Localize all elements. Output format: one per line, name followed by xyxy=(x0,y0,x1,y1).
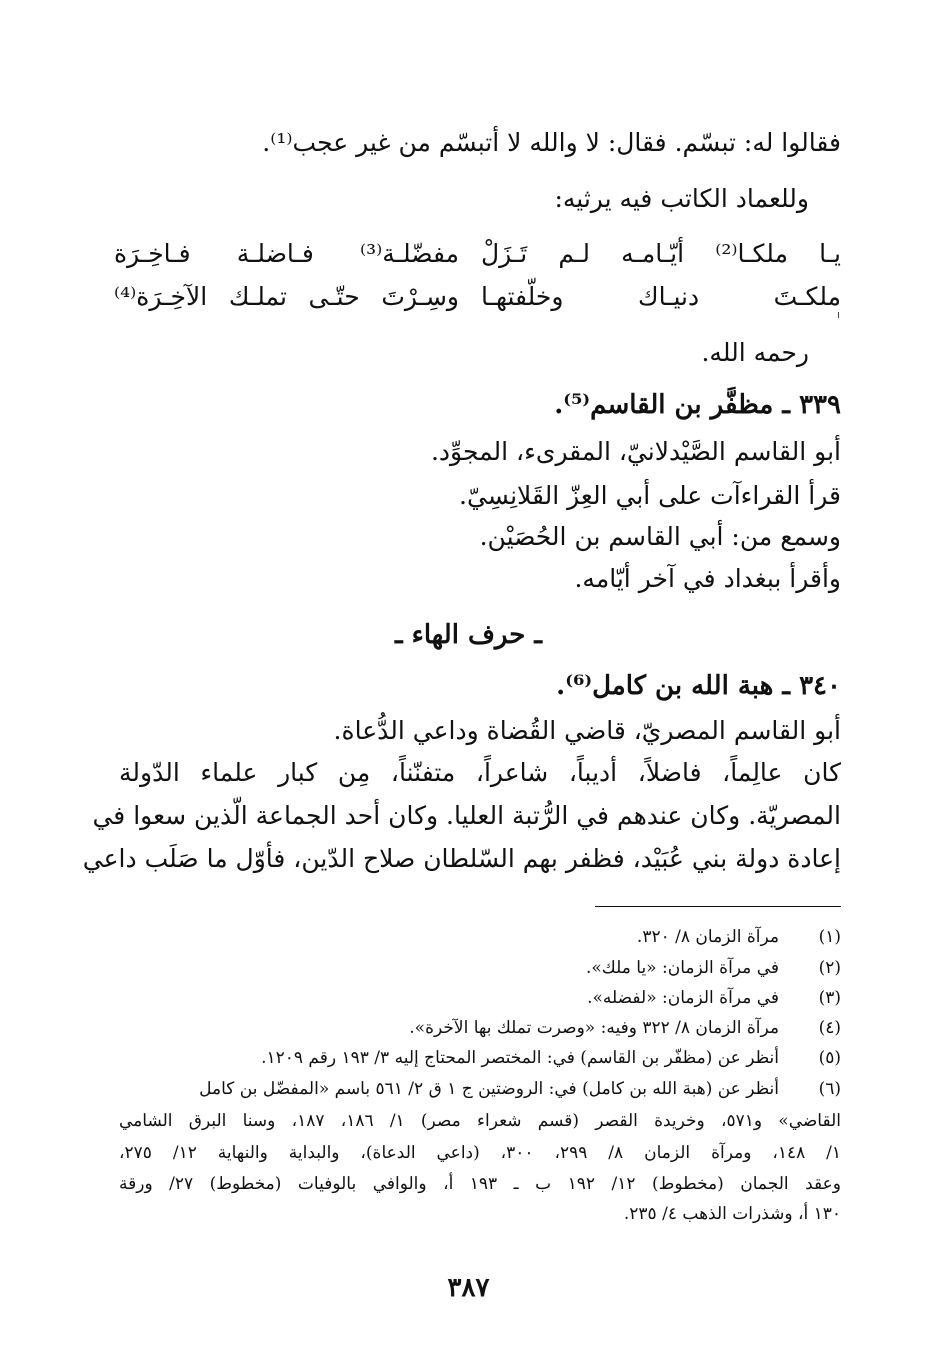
verse-hemistich: يـا ملكـا⁽²⁾ أيّـامـه لـم تَـزَلْ xyxy=(481,239,842,268)
footnote-number: (١) xyxy=(818,927,841,947)
text-line: وأقرأ ببغداد في آخر أيّامه. xyxy=(574,564,841,593)
verse-hemistich: وسِـرْتَ حتّـى تملـك الآخِـرَة⁽⁴⁾ xyxy=(114,282,459,311)
text-line: قرأ القراءآت على أبي العِزّ القَلانِسِيّ. xyxy=(459,481,841,510)
footnote-number: (٥) xyxy=(818,1048,841,1068)
paragraph-line-text: كان عالِماً، فاضلاً، أديباً، شاعراً، متفنّناً، مِن كبار علماء الدّولة xyxy=(119,758,841,787)
footnote-continuation: ١٣٠ أ، وشذرات الذهب ٤/ ٢٣٥. xyxy=(623,1204,841,1224)
text-line: أبو القاسم المصريّ، قاضي القُضاة وداعي الدُّعاة. xyxy=(333,716,841,745)
footnote-separator xyxy=(595,906,841,907)
paragraph-line xyxy=(92,800,841,832)
footnote-text: في مرآة الزمان: «لفضله». xyxy=(587,988,779,1008)
footnote-number: (٦) xyxy=(818,1079,841,1099)
paragraph-line-text: المصريّة. وكان عندهم في الرُّتبة العليا. وكان أحد الجماعة الّذين سعوا في xyxy=(92,801,841,830)
margin-mark xyxy=(838,312,839,318)
footnote-continuation: وعقد الجمان (مخطوط) ١٢/ ١٩٢ ب ـ ١٩٣ أ، والوافي بالوفيات (مخطوط) ٢٧/ ورقة xyxy=(119,1174,841,1194)
text-line: وللعماد الكاتب فيه يرثيه: xyxy=(554,184,809,213)
text-line: أبو القاسم الصَّيْدلانيّ، المقرىء، المجوِّد. xyxy=(430,437,841,466)
footnote-number: (٢) xyxy=(818,958,841,978)
footnote-number: (٣) xyxy=(818,988,841,1008)
entry-title: ٣٤٠ ـ هبة الله بن كامل⁽⁶⁾. xyxy=(556,671,841,701)
text-line: رحمه الله. xyxy=(701,338,809,367)
text-line: وسمع من: أبي القاسم بن الحُصَيْن. xyxy=(479,522,841,551)
paragraph-line-text: إعادة دولة بني عُبَيْد، فظفر بهم السّلطان صلاح الدّين، فأوّل ما صَلَب داعي xyxy=(82,844,841,873)
section-heading: ـ حرف الهاء ـ xyxy=(394,620,543,650)
entry-title: ٣٣٩ ـ مظفَّر بن القاسم⁽⁵⁾. xyxy=(554,390,841,420)
footnote-text: مرآة الزمان ٨/ ٣٢٢ وفيه: «وصرت تملك بها الآخرة». xyxy=(409,1018,779,1038)
verse-hemistich: مفضّلـة⁽³⁾ فـاضلـة فـاخِـرَة xyxy=(114,239,459,268)
footnote-number: (٤) xyxy=(818,1018,841,1038)
footnote-continuation: القاضي» و٥٧١، وخريدة القصر (قسم شعراء مصر) ١/ ١٨٦، ١٨٧، وسنا البرق الشامي xyxy=(119,1111,841,1131)
page-number: ٣٨٧ xyxy=(447,1273,490,1303)
footnote-text: أنظر عن (مظفّر بن القاسم) في: المختصر المحتاج إليه ٣/ ١٩٣ رقم ١٢٠٩. xyxy=(261,1048,779,1068)
footnote-text: في مرآة الزمان: «يا ملك». xyxy=(586,958,779,978)
text-line: فقالوا له: تبسّم. فقال: لا والله لا أتبسّم من غير عجب⁽¹⁾. xyxy=(262,128,841,157)
verse-hemistich: ملكـتَ دنيـاك وخلّفتهـا xyxy=(481,282,841,311)
footnote-text: مرآة الزمان ٨/ ٣٢٠. xyxy=(636,927,779,947)
footnote-text: أنظر عن (هبة الله بن كامل) في: الروضتين ج ١ ق ٢/ ٥٦١ باسم «المفضّل بن كامل xyxy=(199,1079,779,1099)
footnote-continuation: ١/ ١٤٨، ومرآة الزمان ٨/ ٢٩٩، ٣٠٠، (داعي الدعاة)، والبداية والنهاية ١٢/ ٢٧٥، xyxy=(119,1143,842,1163)
paragraph-line xyxy=(119,757,841,789)
paragraph-line xyxy=(82,843,841,875)
